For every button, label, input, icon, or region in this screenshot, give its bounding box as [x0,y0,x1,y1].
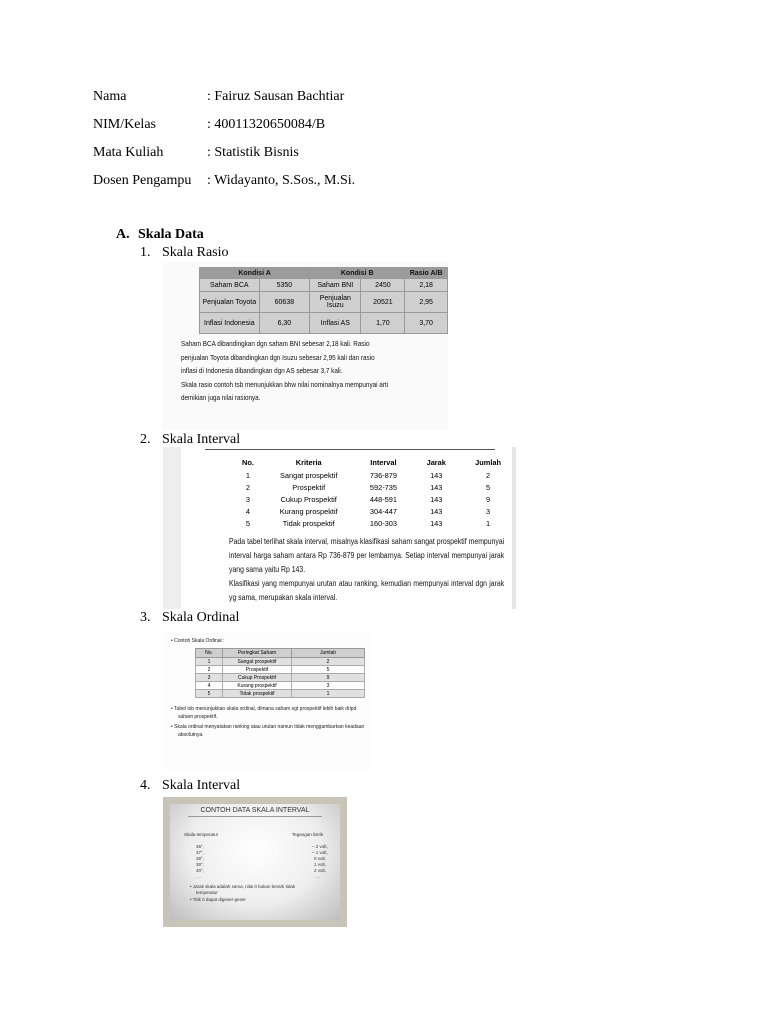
table-header: No. [196,649,223,658]
table-cell: 20521 [361,292,405,313]
value-text: . . . [196,874,203,879]
table-header: Kondisi B [310,268,405,279]
table-row [233,517,516,529]
table-header: Rasio A/B [405,268,448,279]
table-cell: 143 [430,494,443,504]
ordinal-table [195,648,365,698]
value-text: 36°, [196,844,205,849]
figure-skala-ordinal [163,630,370,772]
divider [188,816,322,817]
figure-contoh-skala-interval [163,797,347,927]
field-label: Mata Kuliah [93,145,164,160]
item-label: Skala Interval [162,778,241,793]
item-skala-ordinal [140,610,239,626]
value-text: 39°, [196,862,205,867]
field-value: : Widayanto, S.Sos., M.Si. [207,173,356,188]
table-cell: 6,30 [259,313,309,334]
table-cell: 5 [196,690,223,698]
table-cell: 3 [292,682,365,690]
table-cell: 448-591 [369,494,397,504]
text-line: inflasi di Indonesia dibandingkan dgn AS sebesar 3,7 kali. [181,366,343,375]
value-text: 37°, [196,850,205,855]
text-line: demikian juga nilai rasionya. [181,393,261,402]
section-title-text: Skala Data [138,227,204,242]
value-text: 1 volt, [314,862,327,867]
section-letter: A. [116,227,130,242]
table-row [200,279,448,292]
bullet-text: absolutnya. [178,732,204,738]
table-row [200,313,448,334]
table-cell: 3,70 [405,313,448,334]
value-text: 0 volt, [314,856,327,861]
table-cell: 1 [292,690,365,698]
table-cell: Cukup Prospektif [280,494,337,504]
rasio-explanation [181,337,412,405]
table-row [233,493,516,505]
rasio-table [199,267,448,334]
field-label: Dosen Pengampu [93,173,192,188]
table-row [233,481,516,493]
slide [170,804,340,920]
table-cell: 3 [245,494,250,504]
table-cell: 736-879 [369,470,397,480]
field-label: Nama [93,89,127,104]
table-row [196,690,365,698]
bullet-text: • Skala ordinal menyatakan ranking atau urutan namun tidak menggambarkan keadaan [171,724,365,730]
table-cell: 2 [245,482,250,492]
table-header: Kriteria [295,458,322,467]
item-label: Skala Rasio [162,245,229,260]
table-cell: 2 [292,658,365,666]
table-row [196,682,365,690]
value-text: . . . [314,874,321,879]
table-cell: Prospektif [223,666,292,674]
table-cell: 60638 [259,292,309,313]
table-cell: 5350 [259,279,309,292]
item-number: 2. [140,432,151,447]
table-header: Peringkat Saham [223,649,292,658]
table-cell: Tidak prospektif [282,518,335,528]
table-cell: 1 [245,470,250,480]
divider [205,449,495,450]
table-row [233,469,516,481]
value-text: 38°, [196,856,205,861]
table-cell: 5 [292,666,365,674]
table-header: Kondisi A [200,268,310,279]
table-cell: 4 [196,682,223,690]
table-cell: 143 [430,470,443,480]
table-row [233,505,516,517]
field-value: : 40011320650084/B [207,117,326,132]
table-cell: Inflasi AS [310,313,361,334]
text-line: penjualan Toyota dibandingkan dgn Isuzu sebesar 2,95 kali dan rasio [181,352,375,362]
paragraph: Klasifikasi yang mempunyai urutan atau ranking, kemudian mempunyai interval dgn jarak yg sama, merupakan skala interval. [229,579,505,602]
paragraph: Pada tabel terlihat skala interval, misalnya klasifikasi saham sangat prospektif mempunyai interval harga saham antara Rp 736-879 per lembarnya. Setiap interval mempunyai jarak yang sama yaitu Rp 143. [229,537,505,574]
table-cell: 5 [245,518,250,528]
table-header: Jarak [426,458,446,467]
figure-border [163,447,181,609]
note-text: • Titik 0 dapat digeser-geser [190,897,246,902]
note-text: • Jarak skala adalah sama, nilai 0 bukan berarti tidak [190,884,296,889]
value-text: – 2 volt, [312,844,328,849]
table-cell: 143 [430,506,443,516]
table-row [196,666,365,674]
item-number: 3. [140,610,151,625]
table-header: No. [241,458,254,467]
value-text: 40°, [196,868,205,873]
table-cell: 592-735 [369,482,397,492]
table-cell: 2450 [361,279,405,292]
field-value: : Fairuz Sausan Bachtiar [207,89,345,104]
table-cell: 160-303 [369,518,397,528]
table-cell: 304-447 [369,506,397,516]
table-cell: Inflasi Indonesia [200,313,260,334]
table-cell: 1 [196,658,223,666]
field-value: : Statistik Bisnis [207,145,299,160]
table-cell: Sangat prospektif [223,658,292,666]
figure-skala-rasio [163,262,448,430]
interval-explanation [229,535,504,605]
item-skala-interval-1 [140,432,240,448]
item-number: 1. [140,245,151,260]
table-row [200,292,448,313]
table-cell: Tidak prospektif [223,690,292,698]
table-header: Interval [370,458,397,467]
column-heading: Tegangan listrik [292,832,324,837]
section-title [116,227,204,243]
column-heading: Skala temperatur [184,832,219,837]
value-text: 2 volt, [314,868,327,873]
table-cell: 5 [486,482,491,492]
table-cell: 1 [486,518,491,528]
bullet-text: • Contoh Skala Ordinal : [171,638,225,644]
item-skala-rasio [140,245,229,261]
table-cell: Penjualan Toyota [200,292,260,313]
text-line: Skala rasio contoh tsb menunjukkan bhw nilai nominalnya mempunyai arti [181,379,389,389]
item-skala-interval-2 [140,778,240,794]
field-label: NIM/Kelas [93,117,156,132]
slide-title: CONTOH DATA SKALA INTERVAL [200,807,310,814]
table-cell: Kurang prospektif [279,506,338,516]
item-label: Skala Interval [162,432,241,447]
table-cell: 2,95 [405,292,448,313]
table-cell: Sangat prospektif [279,470,338,480]
table-cell: Saham BCA [200,279,260,292]
table-cell: 9 [486,494,491,504]
table-cell: 2,18 [405,279,448,292]
value-text: – 1 volt, [312,850,328,855]
text-line: Saham BCA dibandingkan dgn saham BNI sebesar 2,18 kali. Rasio [181,339,370,348]
figure-skala-interval [163,447,516,609]
item-label: Skala Ordinal [162,610,240,625]
table-cell: 4 [245,506,250,516]
table-cell: Penjualan Isuzu [310,292,361,313]
table-header: Jumlah [292,649,365,658]
interval-table [233,456,516,529]
table-header: Jumlah [475,458,502,467]
table-cell: 2 [196,666,223,674]
table-cell: 2 [486,470,491,480]
table-cell: Kurang prospektif [223,682,292,690]
table-cell: Saham BNI [310,279,361,292]
note-text: temperatur [196,890,218,895]
table-cell: Cukup Prospektif [223,674,292,682]
table-cell: 3 [196,674,223,682]
bullet-text: • Tabel tsb menunjukkan skala ordinal, dimana saham sgt prospektif lebih baik dripd [171,706,357,712]
table-row [196,674,365,682]
table-cell: 9 [292,674,365,682]
bullet-text: saham prospektif. [178,714,218,720]
item-number: 4. [140,778,151,793]
table-cell: Prospektif [292,482,326,492]
table-row [196,658,365,666]
table-cell: 143 [430,482,443,492]
table-cell: 143 [430,518,443,528]
table-cell: 3 [486,506,491,516]
table-cell: 1,70 [361,313,405,334]
